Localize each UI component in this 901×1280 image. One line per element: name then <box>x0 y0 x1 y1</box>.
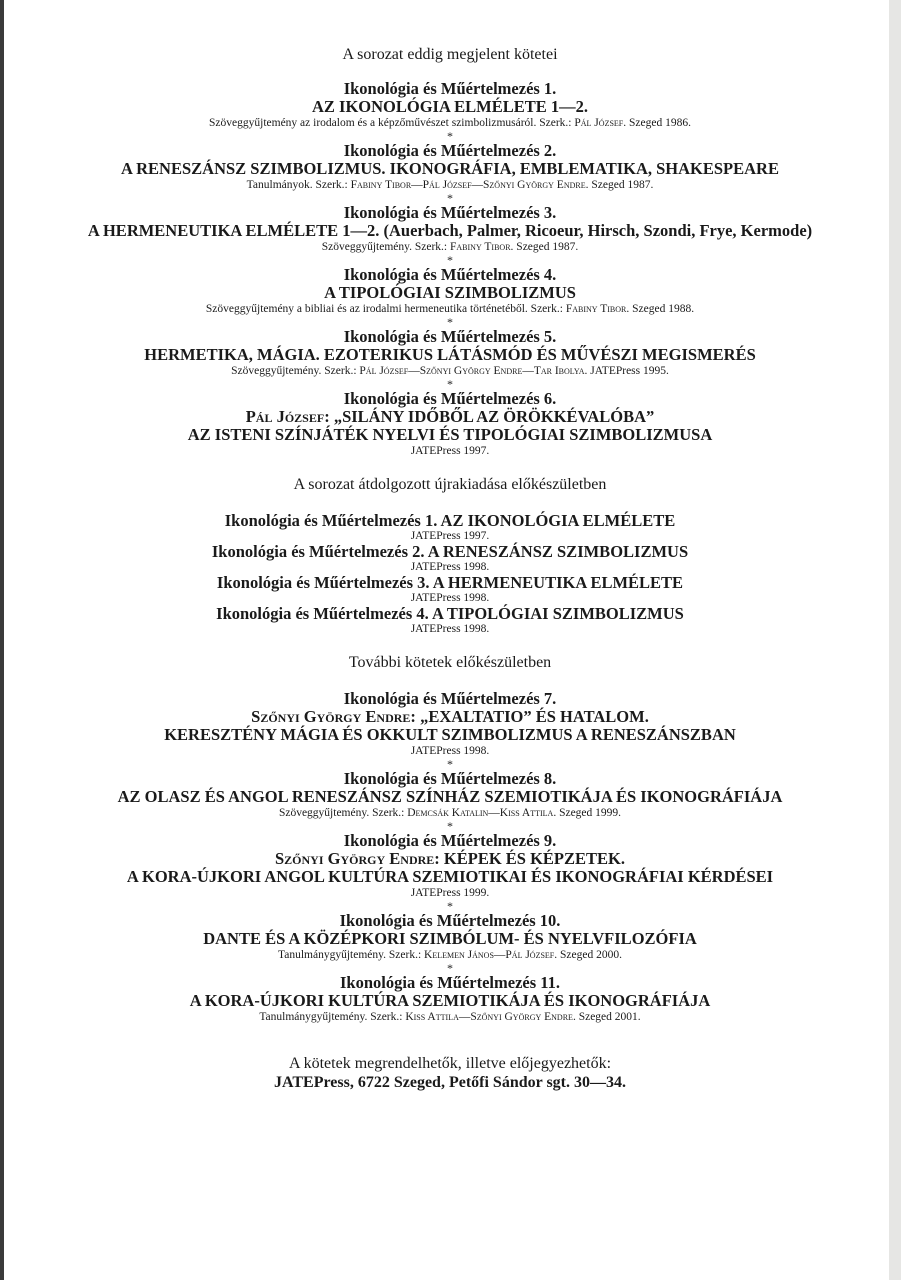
order-info-text: A kötetek megrendelhetők, illetve előjegyezhetők: <box>288 1055 612 1072</box>
volume-title-text: A HERMENEUTIKA ELMÉLETE <box>429 573 684 592</box>
series-label: Ikonológia és Műértelmezés 6. <box>343 389 557 408</box>
volume-title <box>30 726 870 744</box>
series-label: Ikonológia és Műértelmezés 7. <box>343 689 557 708</box>
reissue-entry <box>30 543 870 574</box>
reissue-press: JATEPress 1997. <box>410 530 490 542</box>
catalogue-page <box>30 46 870 1092</box>
volume-author: Szőnyi György Endre: <box>251 707 421 726</box>
meta-suffix: . Szeged 2000. <box>554 949 622 961</box>
volume-meta <box>30 744 870 758</box>
order-info <box>30 1054 870 1092</box>
separator-star: * <box>447 757 453 771</box>
volume-meta <box>30 178 870 192</box>
separator-star: * <box>447 377 453 391</box>
volume-meta <box>30 302 870 316</box>
meta-prefix: Szöveggyűjtemény. Szerk.: <box>321 241 450 253</box>
separator-star: * <box>447 315 453 329</box>
reissue-entry <box>30 605 870 636</box>
volume-author: Szőnyi György Endre: <box>275 849 444 868</box>
reissue-list <box>30 512 870 636</box>
volume-title <box>30 160 870 178</box>
meta-prefix: JATEPress 1999. <box>410 887 490 899</box>
meta-prefix: Tanulmánygyűjtemény. Szerk.: <box>278 949 425 961</box>
volume-title-text: KERESZTÉNY MÁGIA ÉS OKKULT SZIMBOLIZMUS A RENESZÁNSZBAN <box>164 725 736 744</box>
volume-title-text: A TIPOLÓGIAI SZIMBOLIZMUS <box>324 283 576 302</box>
volume-title-text: AZ ISTENI SZÍNJÁTÉK NYELVI ÉS TIPOLÓGIAI SZIMBOLIZMUSA <box>187 425 713 444</box>
meta-suffix: . Szeged 1999. <box>553 807 622 819</box>
forthcoming-heading: További kötetek előkészületben <box>348 654 552 671</box>
volume-meta <box>30 948 870 962</box>
volume-title-text: AZ OLASZ ÉS ANGOL RENESZÁNSZ SZÍNHÁZ SZEMIOTIKÁJA ÉS IKONOGRÁFIÁJA <box>117 787 783 806</box>
separator-star: * <box>447 129 453 143</box>
volume-entry <box>30 204 870 254</box>
volume-meta <box>30 444 870 458</box>
volume-title <box>30 930 870 948</box>
volume-meta <box>30 806 870 820</box>
volume-meta <box>30 886 870 900</box>
meta-prefix: Szöveggyűjtemény az irodalom és a képzőművészet szimbolizmusáról. Szerk.: <box>209 117 575 129</box>
volume-entry <box>30 912 870 962</box>
separator-star: * <box>447 961 453 975</box>
meta-prefix: Tanulmánygyűjtemény. Szerk.: <box>259 1011 406 1023</box>
separator-star: * <box>447 899 453 913</box>
volume-title <box>30 284 870 302</box>
series-label: Ikonológia és Műértelmezés 9. <box>343 831 557 850</box>
separator-star: * <box>447 819 453 833</box>
series-label: Ikonológia és Műértelmezés 3. <box>216 573 430 592</box>
meta-prefix: Szöveggyűjtemény. Szerk.: <box>278 807 408 819</box>
volume-title <box>30 98 870 116</box>
reissue-press: JATEPress 1998. <box>410 592 490 604</box>
volume-title-text: A KORA-ÚJKORI KULTÚRA SZEMIOTIKÁJA ÉS IKONOGRÁFIÁJA <box>189 991 711 1010</box>
separator-star: * <box>447 191 453 205</box>
meta-editors: Pál József <box>574 117 624 129</box>
volume-title <box>30 850 870 868</box>
volume-title <box>30 426 870 444</box>
meta-prefix: Szöveggyűjtemény. Szerk.: <box>231 365 360 377</box>
reissue-title-line <box>30 543 870 561</box>
volume-title-text: „EXALTATIO” ÉS HATALOM. <box>420 707 649 726</box>
volume-title-text: DANTE ÉS A KÖZÉPKORI SZIMBÓLUM- ÉS NYELVFILOZÓFIA <box>203 929 697 948</box>
reissue-heading: A sorozat átdolgozott újrakiadása előkészületben <box>293 476 607 493</box>
meta-suffix: . Szeged 1988. <box>626 303 695 315</box>
volume-title-text: AZ IKONOLÓGIA ELMÉLETE 1—2. <box>312 97 588 116</box>
meta-editors: Kelemen János—Pál József <box>424 949 555 961</box>
volume-title <box>30 346 870 364</box>
volume-entry <box>30 770 870 820</box>
meta-prefix: Szöveggyűjtemény a bibliai és az irodalmi hermeneutika történetéből. Szerk.: <box>205 303 566 315</box>
series-label: Ikonológia és Műértelmezés 8. <box>343 769 557 788</box>
meta-suffix: . Szeged 1986. <box>623 117 691 129</box>
meta-prefix: JATEPress 1997. <box>410 445 490 457</box>
reissue-entry <box>30 574 870 605</box>
publisher-address: JATEPress, 6722 Szeged, Petőfi Sándor sgt. 30—34. <box>274 1074 626 1091</box>
volume-title <box>30 992 870 1010</box>
meta-suffix: . Szeged 1987. <box>510 241 579 253</box>
meta-prefix: Tanulmányok. Szerk.: <box>246 179 351 191</box>
meta-editors: Fabiny Tibor—Pál József—Szőnyi György Endre <box>350 179 586 191</box>
series-label: Ikonológia és Műértelmezés 4. <box>343 265 557 284</box>
series-label: Ikonológia és Műértelmezés 4. <box>216 604 429 623</box>
meta-editors: Fabiny Tibor <box>565 303 627 315</box>
series-label: Ikonológia és Műértelmezés 2. <box>343 141 557 160</box>
volume-entry <box>30 266 870 316</box>
page-edge-right <box>889 0 901 1280</box>
volume-entry <box>30 328 870 378</box>
series-label: Ikonológia és Műértelmezés 2. <box>211 542 425 561</box>
page-edge-left <box>0 0 4 1280</box>
volume-title-text: A KORA-ÚJKORI ANGOL KULTÚRA SZEMIOTIKAI ÉS IKONOGRÁFIAI KÉRDÉSEI <box>126 867 774 886</box>
forthcoming-list <box>30 690 870 1024</box>
volume-title <box>30 868 870 886</box>
volume-meta <box>30 364 870 378</box>
series-label: Ikonológia és Műértelmezés 3. <box>343 203 557 222</box>
volume-entry <box>30 80 870 130</box>
meta-suffix: . Szeged 1987. <box>585 179 654 191</box>
published-heading: A sorozat eddig megjelent kötetei <box>342 46 558 63</box>
meta-editors: Pál József—Szőnyi György Endre—Tar Ibolya <box>359 365 585 377</box>
reissue-title-line <box>30 512 870 530</box>
volume-title-text: A RENESZÁNSZ SZIMBOLIZMUS. IKONOGRÁFIA, EMBLEMATIKA, SHAKESPEARE <box>121 159 779 178</box>
volume-title-text: HERMETIKA, MÁGIA. EZOTERIKUS LÁTÁSMÓD ÉS MŰVÉSZI MEGISMERÉS <box>144 345 756 364</box>
series-label: Ikonológia és Műértelmezés 1. <box>224 511 438 530</box>
reissue-title-line <box>30 605 870 623</box>
reissue-title-line <box>30 574 870 592</box>
volume-title-text: A RENESZÁNSZ SZIMBOLIZMUS <box>424 542 689 561</box>
reissue-press: JATEPress 1998. <box>410 561 490 573</box>
volume-title-text: „SILÁNY IDŐBŐL AZ ÖRÖKKÉVALÓBA” <box>333 407 655 426</box>
volume-meta <box>30 240 870 254</box>
volume-entry <box>30 832 870 900</box>
volume-entry <box>30 690 870 758</box>
volume-meta <box>30 1010 870 1024</box>
series-label: Ikonológia és Műértelmezés 5. <box>343 327 557 346</box>
volume-title-text: A TIPOLÓGIAI SZIMBOLIZMUS <box>428 604 684 623</box>
volume-author: Pál József: <box>245 407 334 426</box>
meta-editors: Fabiny Tibor <box>450 241 511 253</box>
volume-meta <box>30 116 870 130</box>
series-label: Ikonológia és Műértelmezés 11. <box>340 973 560 992</box>
reissue-press: JATEPress 1998. <box>410 623 490 635</box>
volume-title <box>30 788 870 806</box>
volume-title-text: KÉPEK ÉS KÉPZETEK. <box>443 849 625 868</box>
series-label: Ikonológia és Műértelmezés 1. <box>343 79 557 98</box>
volume-title-text: A HERMENEUTIKA ELMÉLETE 1—2. (Auerbach, Palmer, Ricoeur, Hirsch, Szondi, Frye, Kermode) <box>87 221 813 240</box>
separator-star: * <box>447 253 453 267</box>
meta-prefix: JATEPress 1998. <box>410 745 490 757</box>
volume-title <box>30 222 870 240</box>
reissue-entry <box>30 512 870 543</box>
volume-title <box>30 708 870 726</box>
meta-suffix: . JATEPress 1995. <box>584 365 669 377</box>
volume-entry <box>30 142 870 192</box>
published-list <box>30 80 870 458</box>
meta-suffix: . Szeged 2001. <box>572 1011 641 1023</box>
meta-editors: Kiss Attila—Szőnyi György Endre <box>405 1011 573 1023</box>
volume-entry <box>30 974 870 1024</box>
volume-entry <box>30 390 870 458</box>
volume-title <box>30 408 870 426</box>
meta-editors: Demcsák Katalin—Kiss Attila <box>407 807 554 819</box>
volume-title-text: AZ IKONOLÓGIA ELMÉLETE <box>437 511 676 530</box>
series-label: Ikonológia és Műértelmezés 10. <box>339 911 561 930</box>
